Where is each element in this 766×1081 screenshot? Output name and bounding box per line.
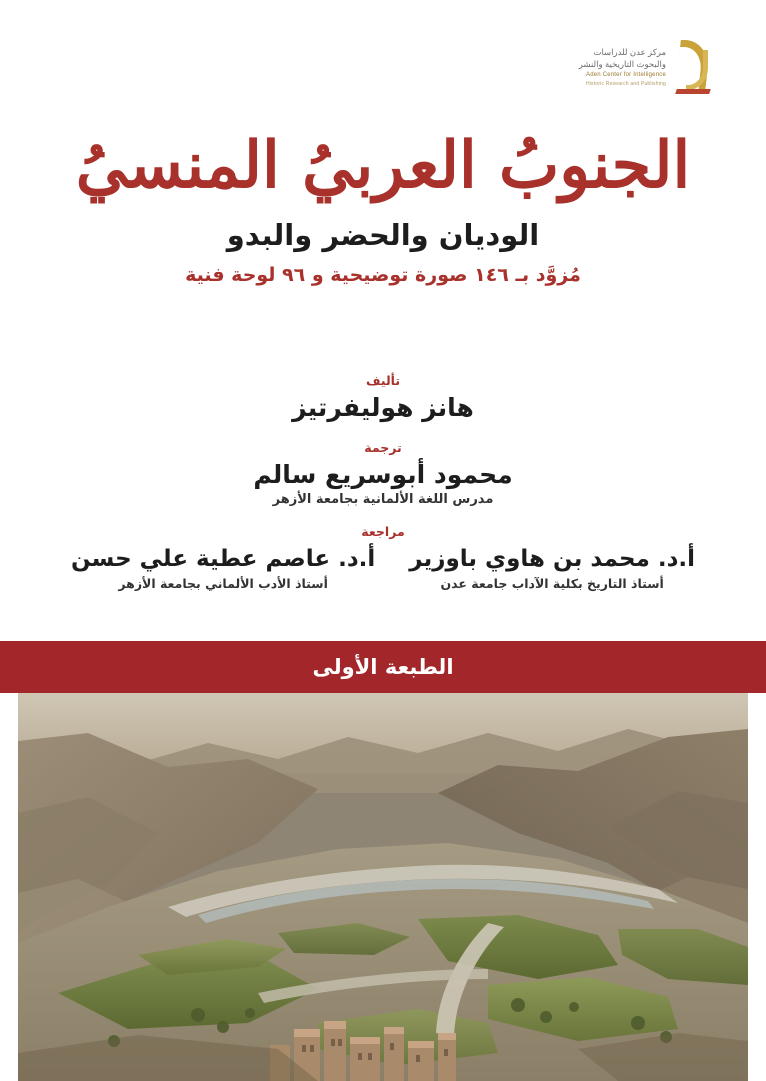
reviewer-affiliation: أستاذ التاريخ بكلية الآداب جامعة عدن bbox=[440, 575, 664, 591]
aden-center-logo-icon bbox=[674, 38, 720, 96]
translator-group bbox=[0, 439, 766, 507]
translator-affiliation: مدرس اللغة الألمانية بجامعة الأزهر bbox=[272, 492, 494, 507]
publisher-name-english: Aden Center for Intelligence bbox=[586, 71, 666, 78]
book-main-title: الجنوبُ العربيُ المنسيُ bbox=[75, 128, 691, 203]
review-role-label: مراجعة bbox=[361, 524, 405, 539]
publisher-name-line1: مركز عدن للدراسات bbox=[593, 46, 666, 57]
reviewer-affiliation: أستاذ الأدب الألماني بجامعة الأزهر bbox=[118, 575, 328, 591]
reviewer-item bbox=[409, 544, 695, 591]
illustration-count-note: مُزوَّد بـ ١٤٦ صورة توضيحية و ٩٦ لوحة فنية bbox=[185, 263, 581, 286]
wadi-valley-landscape-photo bbox=[18, 693, 748, 1081]
author-role-label: تأليف bbox=[365, 373, 401, 388]
translator-role-label: ترجمة bbox=[364, 440, 402, 455]
author-name: هانز هوليفرتيز bbox=[292, 392, 474, 422]
book-subtitle: الوديان والحضر والبدو bbox=[226, 217, 540, 252]
author-group bbox=[0, 372, 766, 423]
reviewers-row bbox=[0, 544, 766, 591]
title-block bbox=[0, 128, 766, 286]
translator-name: محمود أبوسريع سالم bbox=[253, 459, 513, 489]
publisher-name-english-secondary: Historic Research and Publishing bbox=[585, 81, 666, 88]
reviewer-item bbox=[71, 544, 375, 591]
credits-block bbox=[0, 372, 766, 591]
reviewer-name: أ.د. محمد بن هاوي باوزير bbox=[409, 545, 696, 572]
review-group bbox=[0, 523, 766, 591]
publisher-logo bbox=[579, 38, 720, 96]
publisher-name-line2: والبحوث التاريخية والنشر bbox=[578, 59, 666, 70]
edition-banner bbox=[0, 641, 766, 693]
reviewer-name: أ.د. عاصم عطية علي حسن bbox=[70, 545, 376, 572]
publisher-name-block bbox=[579, 47, 666, 88]
edition-label: الطبعة الأولى bbox=[312, 655, 454, 679]
